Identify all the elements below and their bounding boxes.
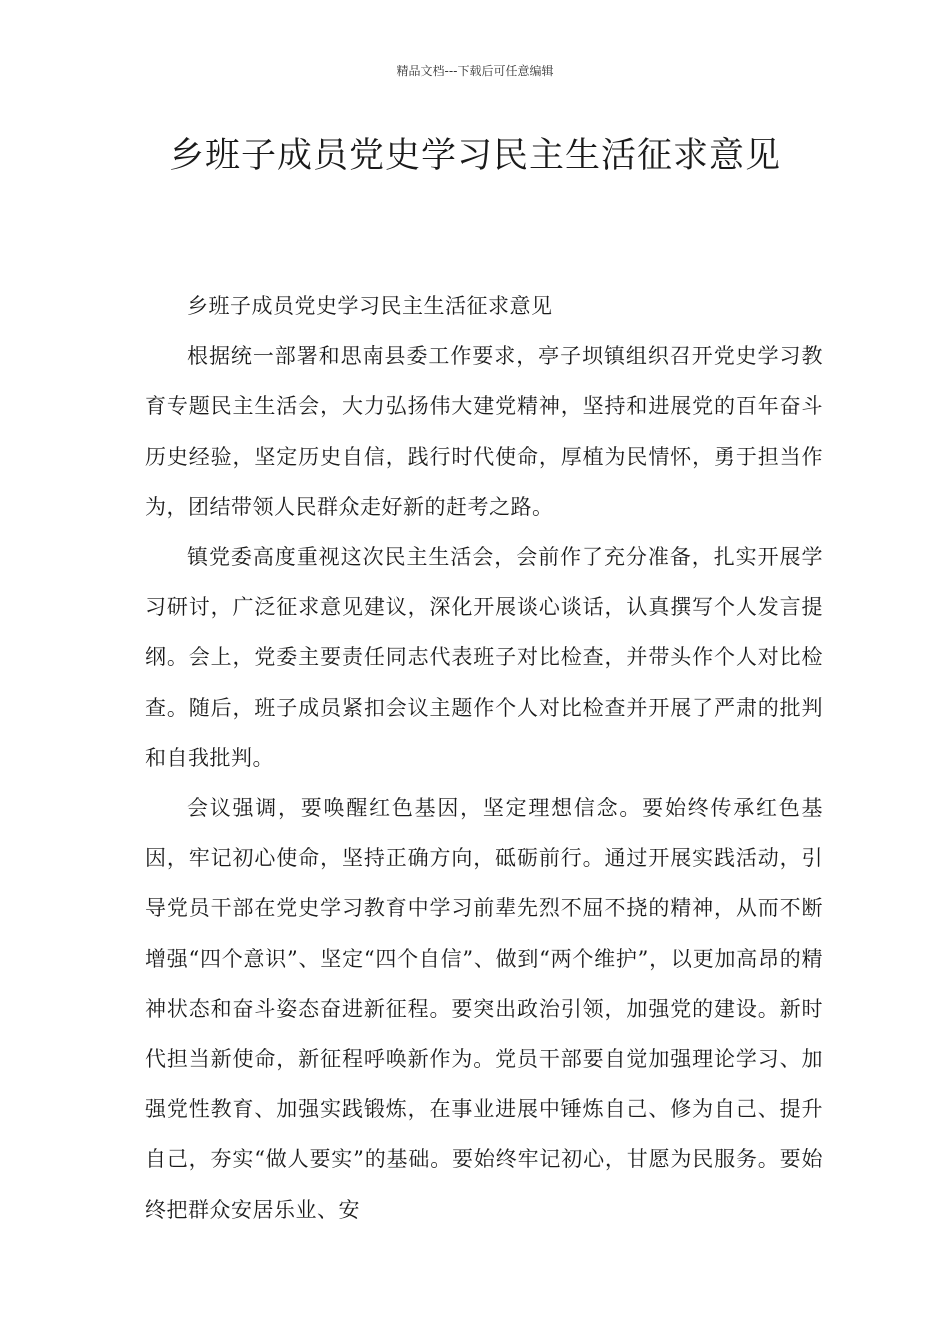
paragraph-subtitle: 乡班子成员党史学习民主生活征求意见 <box>187 294 553 318</box>
paragraph: 会议强调，要唤醒红色基因，坚定理想信念。要始终传承红色基因，牢记初心使命，坚持正确方向，砥砺前行。通过开展实践活动，引导党员干部在党史学习教育中学习前辈先烈不屈不挠的精神，从而不断增强“四个意识”、坚定“四个自信”、做到“两个维护”，以更加高昂的精神状态和奋斗姿态奋进新征程。要突出政治引领，加强党的建设。新时代担当新使命，新征程呼唤新作为。党员干部要自觉加强理论学习、加强党性教育、加强实践锻炼，在事业进展中锤炼自己、修为自己、提升自己，夯实“做人要实”的基础。要始终牢记初心，甘愿为民服务。要始终把群众安居乐业、安 <box>145 796 823 1222</box>
header-note: 精品文档---下载后可任意编辑 <box>396 64 554 78</box>
document-title: 乡班子成员党史学习民主生活征求意见 <box>168 136 781 176</box>
document-body <box>145 281 823 1235</box>
paragraph: 根据统一部署和思南县委工作要求，亭子坝镇组织召开党史学习教育专题民主生活会，大力弘扬伟大建党精神，坚持和进展党的百年奋斗历史经验，坚定历史自信，践行时代使命，厚植为民情怀，勇于担当作为，团结带领人民群众走好新的赶考之路。 <box>145 344 823 519</box>
paragraph: 镇党委高度重视这次民主生活会，会前作了充分准备，扎实开展学习研讨，广泛征求意见建议，深化开展谈心谈话，认真撰写个人发言提纲。会上，党委主要责任同志代表班子对比检查，并带头作个人对比检查。随后，班子成员紧扣会议主题作个人对比检查并开展了严肃的批判和自我批判。 <box>145 545 823 770</box>
